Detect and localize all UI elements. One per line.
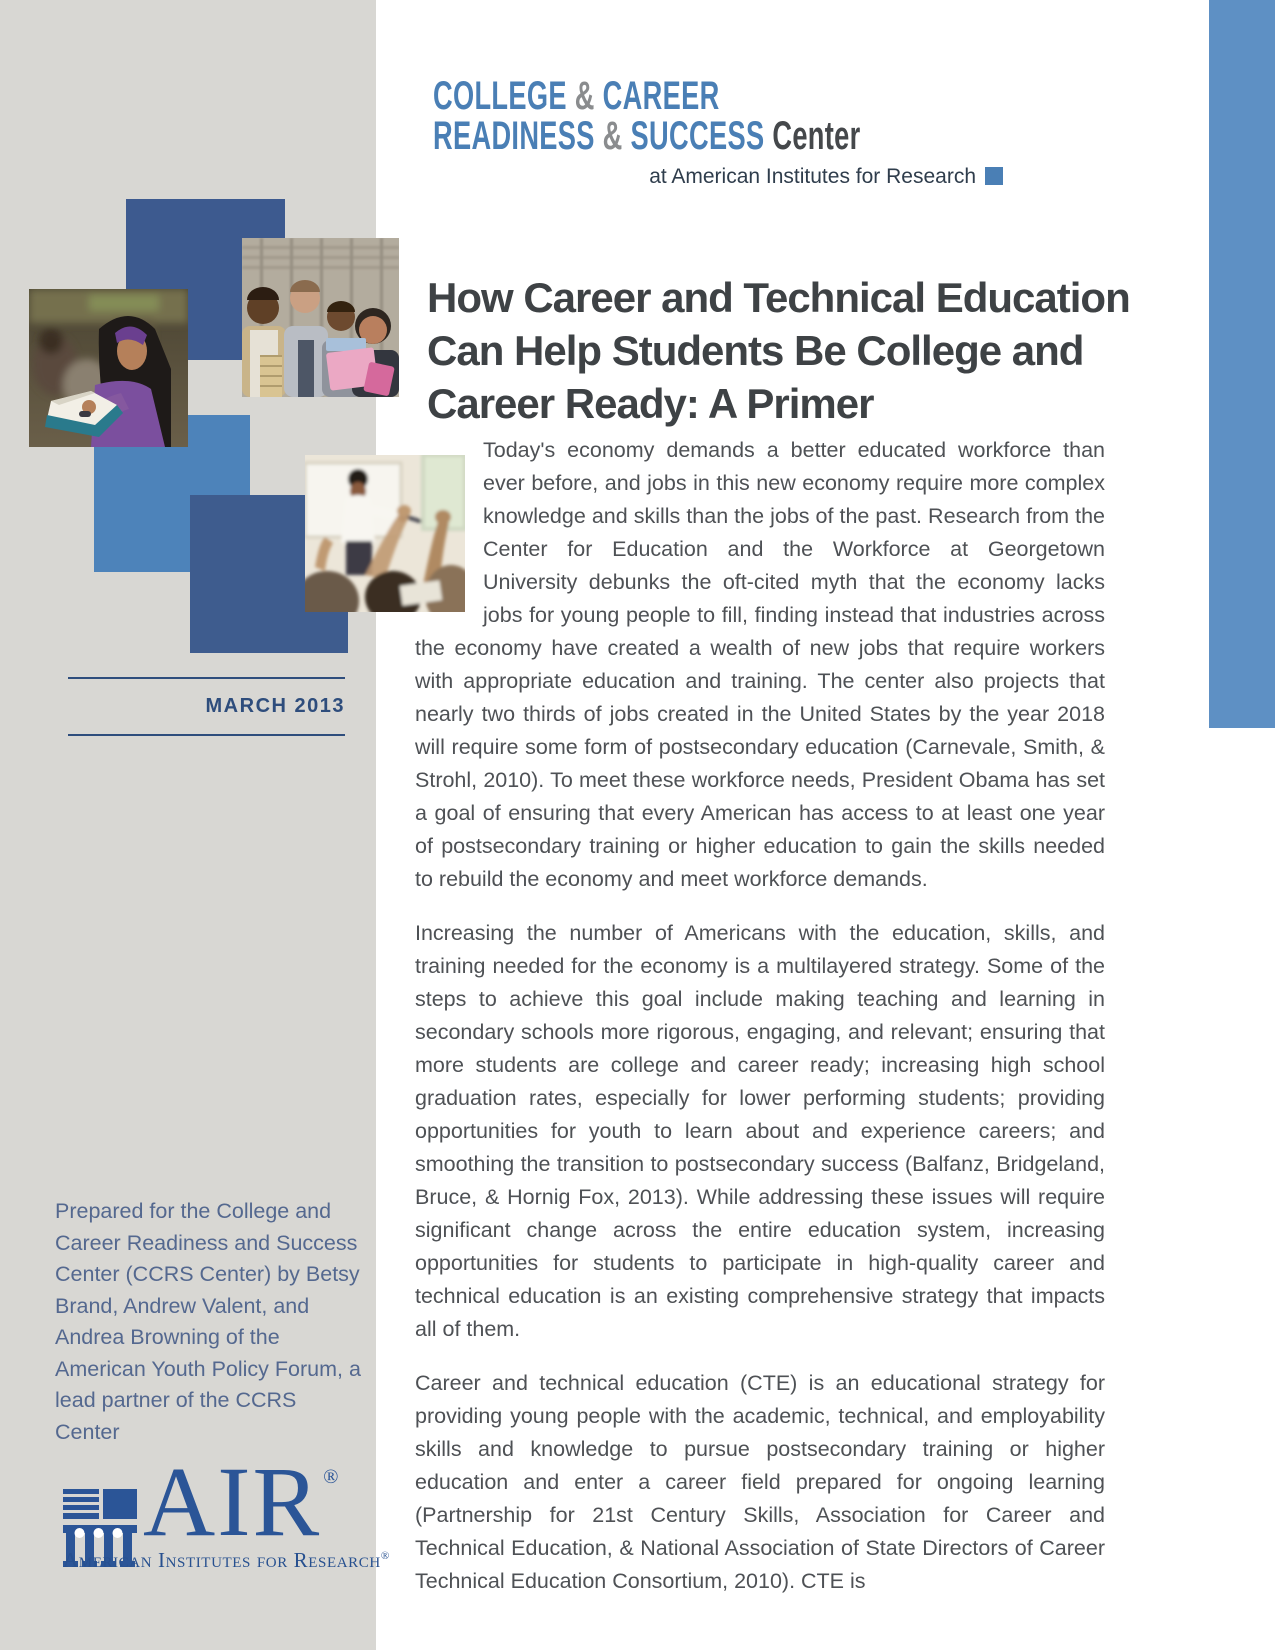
- paragraph-2-text: Increasing the number of Americans with the education, skills, and training needed for the economy is a multilayered strategy. Some of the steps to achieve this goal include making teaching and learning in secondary schools more rigorous, engaging, and relevant; ensuring that more students are college and career ready; increasing high school graduation rates, especially for lower performing students; providing opportunities for youth to learn about and experience careers; and smoothing the transition to postsecondary success (Balfanz, Bridgeland, Bruce, & Hornig Fox, 2013). While addressing these issues will require significant change across the entire education system, increasing opportunities for students to participate in high-quality career and technical education is an existing comprehensive strategy that impacts all of them.: [415, 921, 1105, 1341]
- prepared-note: Prepared for the College and Career Readiness and Success Center (CCRS Center) by Betsy Brand, Andrew Valent, and Andrea Browning of the American Youth Policy Forum, a lead partner of the CCRS Center: [55, 1199, 361, 1444]
- article-body: [415, 434, 1105, 1619]
- paragraph-3-text: Career and technical education (CTE) is an educational strategy for providing young people with the academic, technical, and employability skills and knowledge to pursue postsecondary training or higher education and enter a career field prepared for ongoing learning (Partnership for 21st Century Skills, Association for Career and Technical Education, & National Association of State Directors of Career Technical Education Consortium, 2010). CTE is: [415, 1371, 1105, 1593]
- air-registered-mark-2: ®: [380, 1550, 390, 1562]
- paragraph-1: [415, 434, 1105, 896]
- logo-word-readiness: READINESS: [433, 114, 595, 158]
- air-acronym-text: AIR: [143, 1446, 322, 1557]
- logo-line-2: [433, 114, 861, 158]
- logo-ampersand-2: &: [602, 114, 623, 158]
- air-full-name: [63, 1548, 389, 1573]
- logo-line-1: [433, 76, 821, 116]
- right-accent-bar: [1209, 0, 1275, 728]
- ccrs-center-logo: [433, 76, 1003, 189]
- air-full-name-text: American Institutes for Research: [63, 1548, 381, 1572]
- paragraph-1-text: Today's economy demands a better educated workforce than ever before, and jobs in this new economy require more complex knowledge and skills than the jobs of the past. Research from the Center for Education and the Workforce at Georgetown University debunks the oft-cited myth that the economy lacks jobs for young people to fill, finding instead that industries across the economy have created a wealth of new jobs that require workers with appropriate education and training. The center also projects that nearly two thirds of jobs created in the United States by the year 2018 will require some form of postsecondary education (Carnevale, Smith, & Strohl, 2010). To meet these workforce needs, President Obama has set a goal of ensuring that every American has access to at least one year of postsecondary training or higher education to gain the skills needed to rebuild the economy and meet workforce demands.: [415, 438, 1105, 891]
- paragraph-2: [415, 917, 1105, 1346]
- logo-word-center: Center: [772, 114, 861, 158]
- tagline-text: at American Institutes for Research: [649, 165, 976, 188]
- tagline-square-icon: [985, 167, 1003, 185]
- logo-ampersand-1: &: [574, 74, 595, 118]
- logo-word-career: CAREER: [602, 74, 720, 118]
- page-title: How Career and Technical Education Can Help Students Be College and Career Ready: A Primer: [427, 274, 1130, 428]
- logo-word-college: COLLEGE: [433, 74, 567, 118]
- air-registered-mark: ®: [323, 1466, 341, 1488]
- photo-float-spacer: [415, 434, 483, 616]
- logo-word-success: SUCCESS: [630, 114, 765, 158]
- logo-tagline: [433, 165, 1003, 189]
- paragraph-3: [415, 1367, 1105, 1598]
- student-group-photo: [242, 238, 399, 397]
- date-divider-block: [68, 677, 345, 736]
- publication-date: MARCH 2013: [205, 695, 345, 717]
- reading-students-photo: [29, 289, 188, 447]
